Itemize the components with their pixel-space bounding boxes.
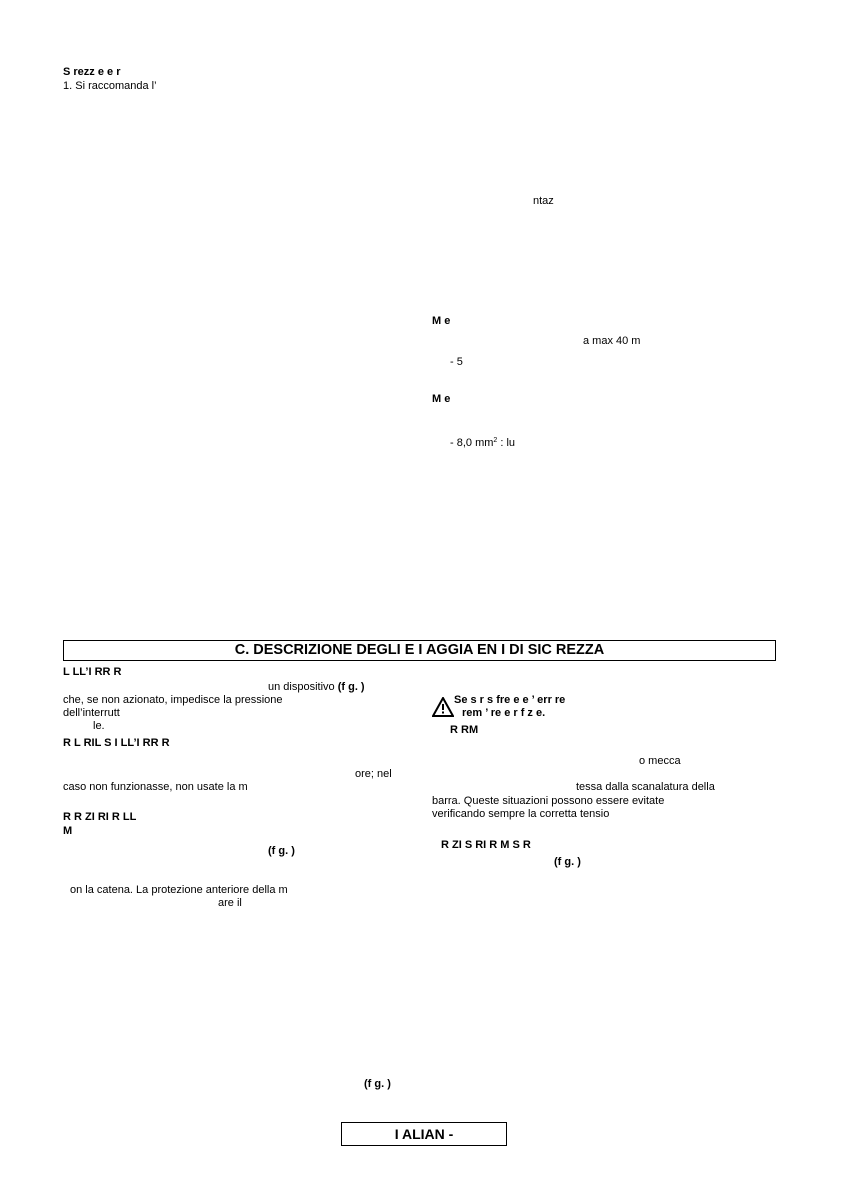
subheading-switch-lock: L LL’I RR R [63, 666, 122, 678]
subheading-chain-brake: R RM [450, 724, 479, 736]
left-text-r12: on la catena. La protezione anteriore della m [70, 884, 288, 896]
left-text-r4: dell’interrutt [63, 707, 120, 719]
page-footer-language: I ALIAN - [341, 1122, 507, 1146]
left-text-r13: are il [218, 897, 242, 909]
right-text-w5: tessa dalla scanalatura della [576, 781, 715, 793]
spec-line-2-value: - 8,0 mm [450, 437, 494, 449]
fig-ref: (f g. ) [268, 845, 295, 857]
right-text-w4: o mecca [639, 755, 681, 767]
fig-ref: (f g. ) [554, 856, 581, 868]
left-text-r7: ore; nel [355, 768, 392, 780]
left-text-r8: caso non funzionasse, non usate la m [63, 781, 248, 793]
warning-text-1: Se s r s fre e e ’ err re [454, 694, 566, 706]
right-text-w6: barra. Queste situazioni possono essere evitate [432, 795, 665, 807]
subheading-rear-guard: R ZI S RI R M S R [441, 839, 531, 851]
subheading-front-guard: R R ZI RI R LL [63, 811, 137, 823]
device-text: un dispositivo [268, 681, 335, 693]
subheading-front-guard-cont: M [63, 825, 73, 837]
model-heading-2: M e [432, 393, 451, 405]
model-heading-1: M e [432, 315, 451, 327]
left-text-r3: che, se non azionato, impedisce la pressione [63, 694, 283, 706]
fig-ref: (f g. ) [364, 1078, 391, 1090]
left-text-r5: le. [93, 720, 105, 732]
spec-line-2-sup: 2 [493, 437, 498, 444]
subheading-switch-release: R L RIL S I LL’I RR R [63, 737, 170, 749]
right-text-w7: verificando sempre la corretta tensio [432, 808, 610, 820]
spec-line-2-tail: : lu [497, 437, 516, 449]
safety-heading: S rezz e e r [63, 66, 121, 78]
fragment-text: ntaz [533, 195, 554, 207]
warning-triangle-icon [432, 697, 454, 717]
fig-ref: (f g. ) [337, 681, 365, 693]
max-length-text: a max 40 m [583, 335, 641, 347]
recommendation-line: 1. Si raccomanda l’ [63, 80, 157, 92]
spec-line-1: - 5 [450, 356, 463, 368]
left-text-r2 [268, 681, 365, 694]
spec-line-2 [450, 434, 515, 450]
warning-text-2: rem ’ re e r f z e. [462, 707, 546, 719]
section-title-banner: C. DESCRIZIONE DEGLI E I AGGIA EN I DI SIC REZZA [63, 640, 776, 661]
